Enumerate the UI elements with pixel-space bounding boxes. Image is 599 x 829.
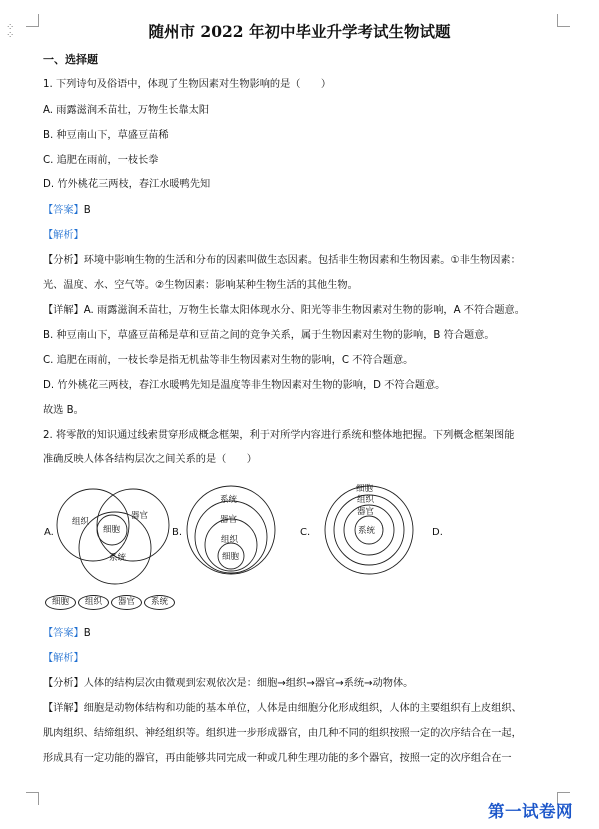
c-label-organ: 器官 <box>357 507 375 517</box>
q2-analysis-line: 形成具有一定功能的器官，再由能够共同完成一种或几种生理功能的多个器官，按照一定的次序组合在一 <box>43 753 512 764</box>
page-title: 随州市 2022 年初中毕业升学考试生物试题 <box>148 22 451 41</box>
q2-stem-line: 准确反映人体各结构层次之间关系的是（ ） <box>43 454 257 465</box>
drag-handle-icon[interactable]: ⁘ ⁘ <box>6 22 16 41</box>
chain-item: 器官 <box>111 595 142 610</box>
option-a-venn <box>57 489 169 584</box>
b-label-system: 系统 <box>220 495 238 505</box>
q1-analysis-tag: 【解析】 <box>43 230 84 241</box>
chain-item: 组织 <box>78 595 109 610</box>
a-label-system: 系统 <box>109 553 127 563</box>
c-label-system: 系统 <box>358 526 376 536</box>
answer-tag: 【答案】 <box>43 628 84 639</box>
q1-analysis-line: 光、温度、水、空气等。②生物因素：影响某种生物生活的其他生物。 <box>43 280 358 291</box>
q1-analysis-line: B. 种豆南山下，草盛豆苗稀是草和豆苗之间的竞争关系，属于生物因素对生物的影响，B 符合题意。 <box>43 330 495 341</box>
q2-stem-line: 2. 将零散的知识通过线索贯穿形成概念框架，利于对所学内容进行系统和整体地把握。下列概念框架图能 <box>43 430 515 441</box>
chain-item: 系统 <box>144 595 175 610</box>
q1-option-c: C. 追肥在雨前，一枝长拳 <box>43 155 159 166</box>
crop-mark-bottom-left <box>26 792 39 805</box>
q1-option-a: A. 雨露滋润禾苗壮，万物生长靠太阳 <box>43 105 210 116</box>
option-b-letter: B. <box>172 527 183 538</box>
b-label-cell: 细胞 <box>222 552 240 562</box>
q2-analysis-line: 【详解】细胞是动物体结构和功能的基本单位，人体是由细胞分化形成组织，人体的主要组织有上皮组织、 <box>43 703 522 714</box>
b-label-tissue: 组织 <box>221 535 239 545</box>
answer-value: B <box>83 628 91 639</box>
c-label-tissue: 组织 <box>357 495 375 505</box>
a-label-organ: 器官 <box>131 511 149 521</box>
q1-option-b: B. 种豆南山下，草盛豆苗稀 <box>43 130 169 141</box>
site-logo-watermark: 第一试卷网 <box>488 802 573 821</box>
q1-conclusion: 故选 B。 <box>43 405 84 416</box>
chain-item: 细胞 <box>45 595 76 610</box>
q1-answer <box>43 204 91 218</box>
q1-stem: 1. 下列诗句及俗语中，体现了生物因素对生物影响的是（ ） <box>43 79 332 90</box>
q2-option-diagrams <box>0 480 599 590</box>
answer-value: B <box>83 205 91 216</box>
option-a-letter: A. <box>44 527 54 538</box>
option-d-chain <box>45 595 175 610</box>
answer-tag: 【答案】 <box>43 205 84 216</box>
b-label-organ: 器官 <box>220 515 238 525</box>
q2-analysis-line: 肌肉组织、结缔组织、神经组织等。组织进一步形成器官，由几种不同的组织按照一定的次序结合在一起， <box>43 728 522 739</box>
a-label-tissue: 组织 <box>72 517 90 527</box>
q1-analysis-line: 【详解】A. 雨露滋润禾苗壮，万物生长靠太阳体现水分、阳光等非生物因素对生物的影响，A 不符合题意。 <box>43 305 525 316</box>
q1-analysis-line: 【分析】环境中影响生物的生活和分布的因素叫做生态因素。包括非生物因素和生物因素。①非生物因素： <box>43 255 521 266</box>
q2-analysis-line: 【分析】人体的结构层次由微观到宏观依次是：细胞→组织→器官→系统→动物体。 <box>43 678 414 689</box>
q1-option-d: D. 竹外桃花三两枝，春江水暖鸭先知 <box>43 179 211 190</box>
q1-analysis-line: C. 追肥在雨前，一枝长拳是指无机盐等非生物因素对生物的影响，C 不符合题意。 <box>43 355 414 366</box>
c-label-cell: 细胞 <box>356 484 374 494</box>
option-c-letter: C. <box>300 527 311 538</box>
a-label-cell: 细胞 <box>103 525 121 535</box>
q2-analysis-tag: 【解析】 <box>43 653 84 664</box>
q1-analysis-line: D. 竹外桃花三两枝，春江水暖鸭先知是温度等非生物因素对生物的影响，D 不符合题意。 <box>43 380 446 391</box>
option-d-letter: D. <box>432 527 443 538</box>
q2-answer <box>43 627 91 641</box>
section-heading: 一、选择题 <box>43 53 98 66</box>
